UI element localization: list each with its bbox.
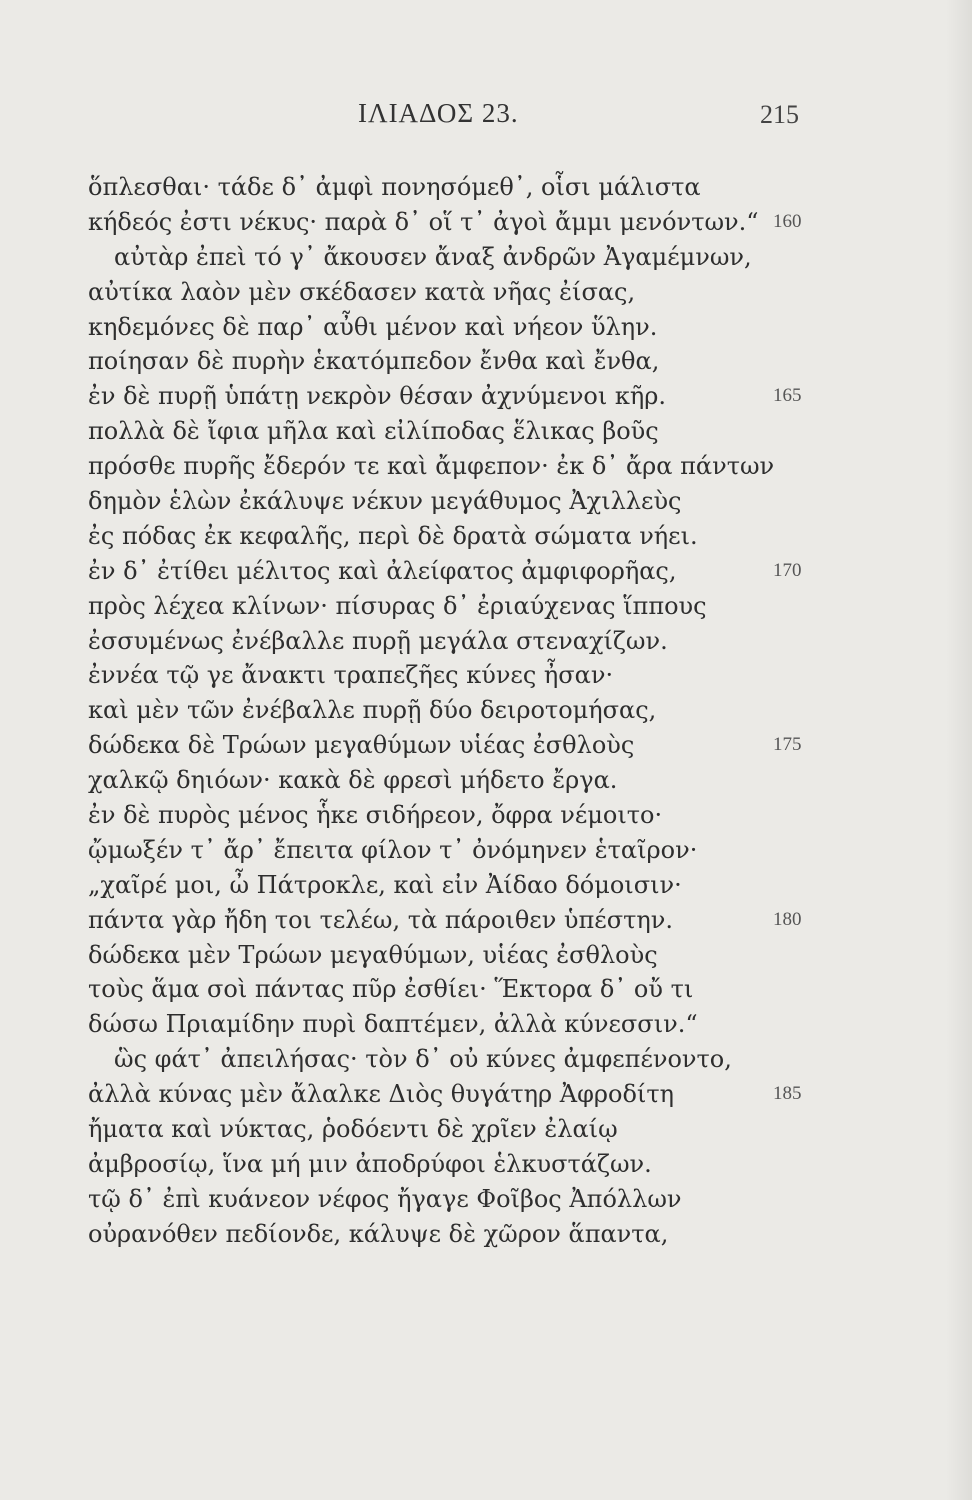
verse-line-text: δώσω Πριαμίδην πυρὶ δαπτέμεν, ἀλλὰ κύνεσσιν.“ <box>88 1010 698 1039</box>
line-number: 160 <box>773 210 802 232</box>
verse-line-text: ἀμβροσίῳ, ἵνα μή μιν ἀποδρύφοι ἑλκυστάζων. <box>88 1149 652 1178</box>
verse-line-text: δημὸν ἑλὼν ἐκάλυψε νέκυν μεγάθυμος Ἀχιλλεὺς <box>88 487 682 516</box>
verse-line <box>88 938 868 973</box>
verse-line <box>88 310 868 345</box>
verse-line-text: δώδεκα δὲ Τρώων μεγαθύμων υἱέας ἐσθλοὺς <box>88 731 635 760</box>
verse-line-text: ἐννέα τῷ γε ἄνακτι τραπεζῆες κύνες ἦσαν· <box>88 661 614 690</box>
verse-line <box>88 170 868 205</box>
page-number: 215 <box>760 100 799 129</box>
verse-text-block <box>88 170 868 1252</box>
verse-line-text: ἐς πόδας ἐκ κεφαλῆς, περὶ δὲ δρατὰ σώματα νήει. <box>88 521 698 550</box>
verse-line <box>88 1007 868 1042</box>
verse-line-text: ἐν δὲ πυρῇ ὑπάτῃ νεκρὸν θέσαν ἀχνύμενοι κῆρ. <box>88 382 667 411</box>
verse-line <box>88 763 868 798</box>
verse-line-text: καὶ μὲν τῶν ἐνέβαλλε πυρῇ δύο δειροτομήσας, <box>88 696 657 725</box>
verse-line-text: δώδεκα μὲν Τρώων μεγαθύμων, υἱέας ἐσθλοὺς <box>88 940 658 969</box>
verse-line <box>88 868 868 903</box>
verse-line-text: „χαῖρέ μοι, ὦ Πάτροκλε, καὶ εἰν Ἀίδαο δόμοισιν· <box>88 870 682 899</box>
verse-line <box>88 1147 868 1182</box>
verse-line <box>88 1112 868 1147</box>
verse-line <box>88 693 868 728</box>
verse-line <box>88 1182 868 1217</box>
line-number: 180 <box>773 908 802 930</box>
line-number: 170 <box>773 559 802 581</box>
verse-line <box>88 519 868 554</box>
verse-line-text: χαλκῷ δηιόων· κακὰ δὲ φρεσὶ μήδετο ἔργα. <box>88 766 618 795</box>
verse-line-text: αὐτὰρ ἐπεὶ τό γ᾽ ἄκουσεν ἄναξ ἀνδρῶν Ἀγαμέμνων, <box>114 242 752 271</box>
verse-line <box>88 484 868 519</box>
verse-line <box>88 205 868 240</box>
verse-line <box>88 798 868 833</box>
verse-line <box>88 728 868 763</box>
verse-line <box>88 658 868 693</box>
verse-line-text: κηδεμόνες δὲ παρ᾽ αὖθι μένον καὶ νήεον ὕλην. <box>88 312 658 341</box>
page-edge-shadow <box>946 0 972 1500</box>
verse-line <box>88 1217 868 1252</box>
verse-line <box>88 449 868 484</box>
verse-line-text: πολλὰ δὲ ἴφια μῆλα καὶ εἰλίποδας ἕλικας βοῦς <box>88 417 659 446</box>
line-number: 165 <box>773 385 802 407</box>
verse-line-text: ὅπλεσθαι· τάδε δ᾽ ἀμφὶ πονησόμεθ᾽, οἷσι μάλιστα <box>88 173 701 201</box>
verse-line-text: ᾤμωξέν τ᾽ ἄρ᾽ ἔπειτα φίλον τ᾽ ὀνόμηνεν ἑταῖρον· <box>88 835 698 864</box>
verse-line-text: πρὸς λέχεα κλίνων· πίσυρας δ᾽ ἐριαύχενας ἵππους <box>88 591 707 620</box>
verse-line-text: ἐν δ᾽ ἐτίθει μέλιτος καὶ ἀλείφατος ἀμφιφορῆας, <box>88 556 677 585</box>
running-head <box>0 98 972 138</box>
verse-line <box>88 414 868 449</box>
verse-line-text: πρόσθε πυρῆς ἔδερόν τε καὶ ἄμφεπον· ἐκ δ᾽ ἄρα πάντων <box>88 452 775 481</box>
verse-line <box>88 240 868 275</box>
verse-line-text: ἐσσυμένως ἐνέβαλλε πυρῇ μεγάλα στεναχίζων. <box>88 626 668 655</box>
verse-line <box>88 554 868 589</box>
verse-line <box>88 972 868 1007</box>
verse-line <box>88 1042 868 1077</box>
verse-line-text: ἤματα καὶ νύκτας, ῥοδόεντι δὲ χρῖεν ἐλαίῳ <box>88 1115 618 1144</box>
verse-line-text: ἀλλὰ κύνας μὲν ἄλαλκε Διὸς θυγάτηρ Ἀφροδίτη <box>88 1080 674 1109</box>
line-number: 175 <box>773 734 802 756</box>
verse-line-text: ὣς φάτ᾽ ἀπειλήσας· τὸν δ᾽ οὐ κύνες ἀμφεπένοντο, <box>114 1045 732 1074</box>
verse-line-text: κήδεός ἐστι νέκυς· παρὰ δ᾽ οἵ τ᾽ ἀγοὶ ἄμμι μενόντων.“ <box>88 207 759 236</box>
running-head-title: ΙΛΙΑΔΟΣ 23. <box>358 98 519 128</box>
verse-line-text: οὐρανόθεν πεδίονδε, κάλυψε δὲ χῶρον ἅπαντα, <box>88 1219 669 1248</box>
verse-line <box>88 275 868 310</box>
verse-line <box>88 589 868 624</box>
verse-line <box>88 624 868 659</box>
verse-line-text: τοὺς ἅμα σοὶ πάντας πῦρ ἐσθίει· Ἕκτορα δ᾽ οὔ τι <box>88 975 694 1004</box>
verse-line-text: τῷ δ᾽ ἐπὶ κυάνεον νέφος ἤγαγε Φοῖβος Ἀπόλλων <box>88 1184 682 1213</box>
verse-line-text: πάντα γὰρ ἤδη τοι τελέω, τὰ πάροιθεν ὑπέστην. <box>88 905 673 934</box>
verse-line <box>88 903 868 938</box>
verse-line <box>88 1077 868 1112</box>
verse-line-text: ποίησαν δὲ πυρὴν ἑκατόμπεδον ἔνθα καὶ ἔνθα, <box>88 347 660 376</box>
verse-line-text: ἐν δὲ πυρὸς μένος ἧκε σιδήρεον, ὄφρα νέμοιτο· <box>88 801 663 830</box>
verse-line <box>88 379 868 414</box>
verse-line <box>88 344 868 379</box>
line-number: 185 <box>773 1083 802 1105</box>
verse-line <box>88 833 868 868</box>
verse-line-text: αὐτίκα λαὸν μὲν σκέδασεν κατὰ νῆας ἐίσας, <box>88 277 636 306</box>
